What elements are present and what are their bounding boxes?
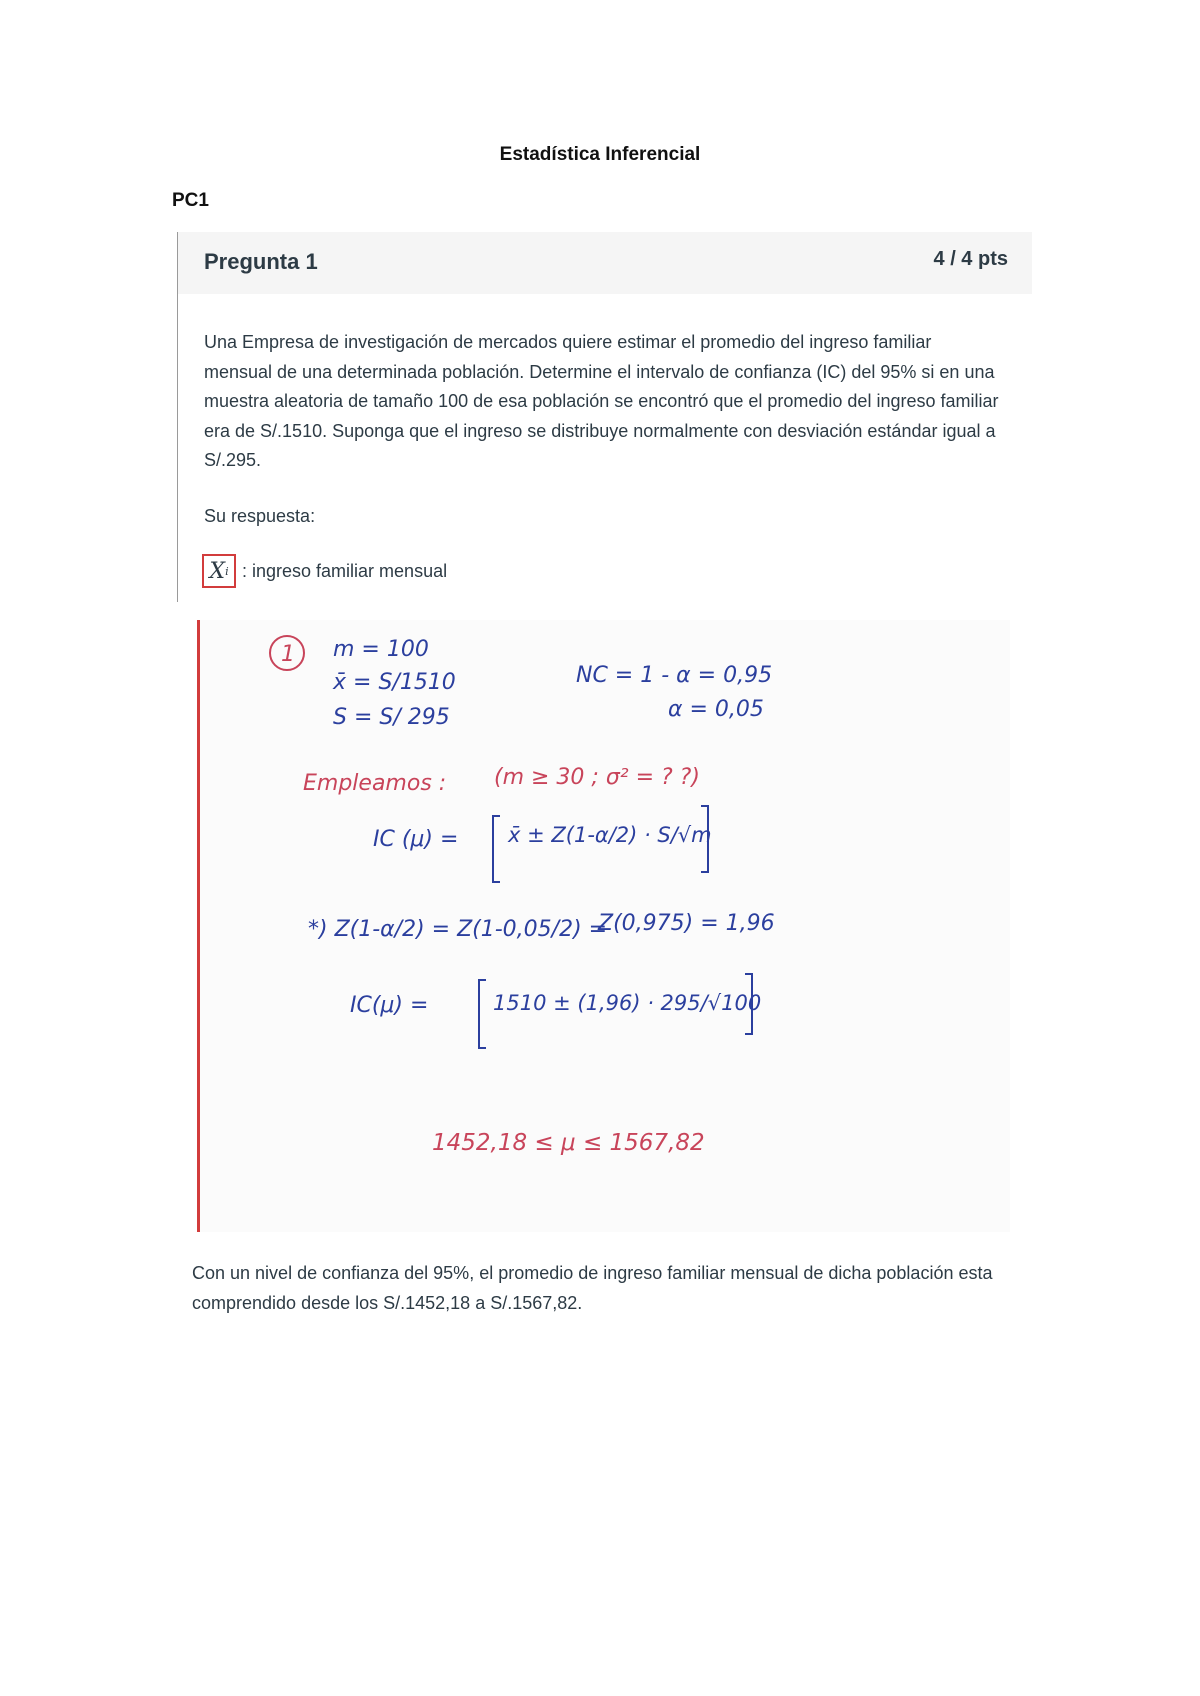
step-number: 1 xyxy=(281,642,295,667)
hw-bracket2-left xyxy=(479,980,486,1048)
hw-ic2-lhs: IC(μ) = xyxy=(350,993,429,1018)
hw-ic-formula: x̄ ± Z(1-α/2) · S/√m xyxy=(508,823,712,847)
hw-ic-lhs: IC (μ) = xyxy=(373,827,459,852)
question-title: Pregunta 1 xyxy=(204,249,318,274)
hw-bracket-left xyxy=(493,816,500,882)
question-text: Una Empresa de investigación de mercados quiere estimar el promedio del ingreso familiar mensual de una determinada población. Determine el intervalo de confianza (IC) del 95% si en una muestra aleatoria de tamaño 100 de esa población se encontró que el promedio del ingreso familiar era de S/.1510. Suponga que el ingreso se distribuye normalmente con desviación estándar igual a S/.295. xyxy=(204,332,999,470)
hw-z-lhs: *) Z(1-α/2) = Z(1-0,05/2) = xyxy=(308,917,608,942)
hw-confidence-level: NC = 1 - α = 0,95 xyxy=(576,663,773,688)
document-title: Estadística Inferencial xyxy=(499,144,701,165)
hw-sample-mean: x̄ = S/1510 xyxy=(333,670,456,695)
answer-label: Su respuesta: xyxy=(204,506,316,526)
hw-empleamos: Empleamos : xyxy=(303,771,447,796)
hw-ic2-formula: 1510 ± (1,96) · 295/√100 xyxy=(493,991,762,1015)
hw-condition: (m ≥ 30 ; σ² = ? ?) xyxy=(494,765,700,790)
hw-std-dev: S = S/ 295 xyxy=(333,705,450,730)
variable-symbol-box: X i xyxy=(202,554,236,588)
quiz-question-card xyxy=(177,232,1032,602)
conclusion-text: Con un nivel de confianza del 95%, el promedio de ingreso familiar mensual de dicha población esta comprendido desde los S/.1452,18 a S/.1567,82. xyxy=(192,1263,993,1313)
hw-result: 1452,18 ≤ μ ≤ 1567,82 xyxy=(432,1130,705,1156)
hw-z-rhs: Z(0,975) = 1,96 xyxy=(598,911,775,936)
section-label: PC1 xyxy=(172,190,209,211)
handwritten-solution-image xyxy=(197,620,1010,1232)
question-header xyxy=(178,232,1032,294)
hw-sample-size: m = 100 xyxy=(333,637,429,662)
hw-alpha: α = 0,05 xyxy=(668,697,764,722)
handwritten-solution-svg xyxy=(200,620,1007,1232)
answer-variable-row xyxy=(202,552,447,590)
question-points: 4 / 4 pts xyxy=(933,248,1008,270)
variable-description: : ingreso familiar mensual xyxy=(242,560,448,581)
